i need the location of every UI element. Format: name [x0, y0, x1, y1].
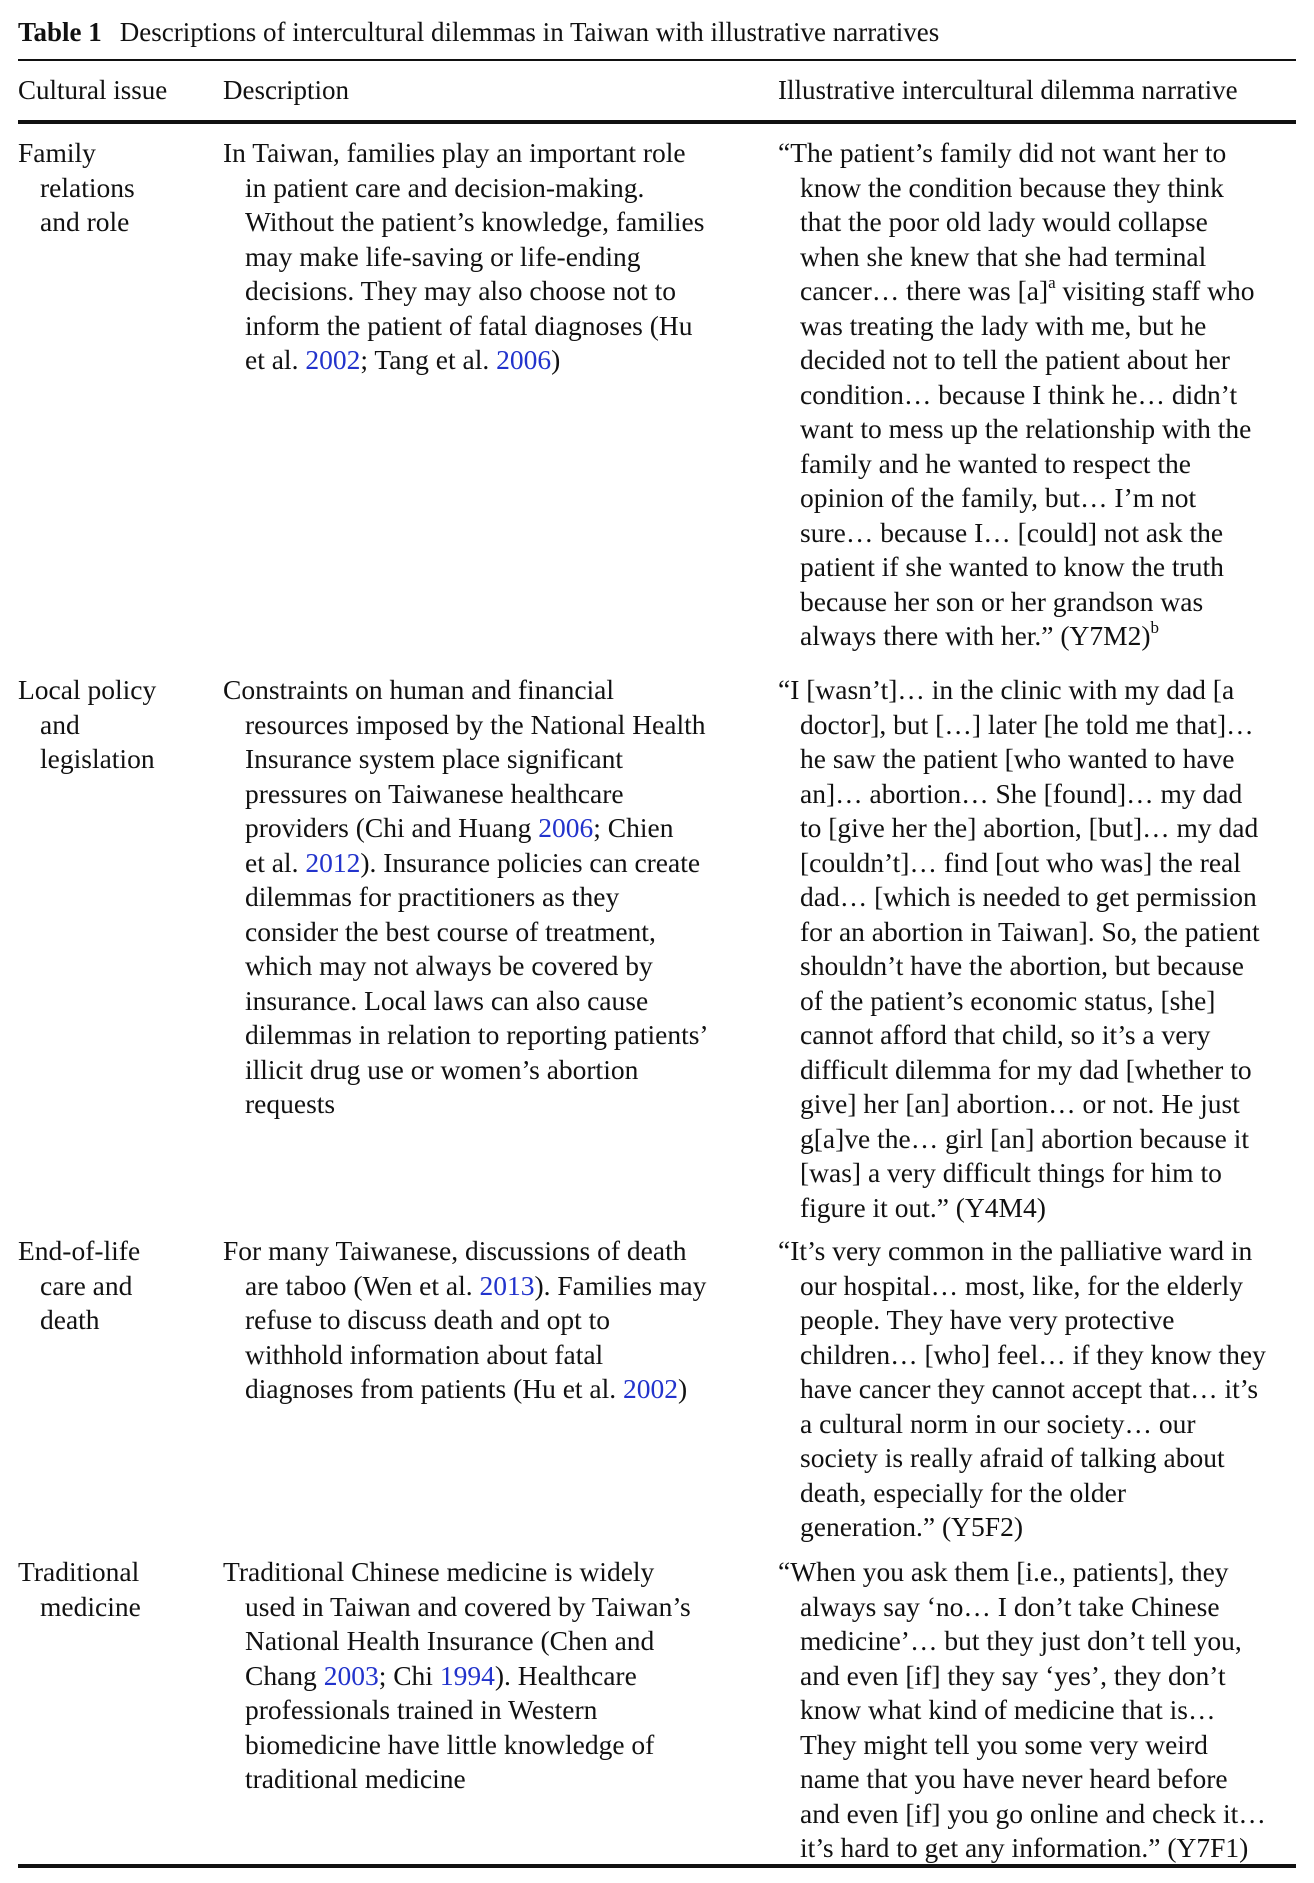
citation-year-link[interactable]: 2006 — [496, 344, 552, 375]
citation-year-link[interactable]: 2006 — [538, 812, 594, 843]
citation-year-link[interactable]: 2003 — [323, 1659, 379, 1691]
description-line: traditional medicine — [245, 1763, 466, 1794]
issue-cell — [18, 136, 135, 240]
narrative-line: because her son or her grandson was — [800, 585, 1204, 617]
description-line: For many Taiwanese, discussions of death — [223, 1235, 687, 1266]
description-line: in patient care and decision-making. — [245, 171, 645, 203]
text-segment: ; Tang et al. — [360, 344, 497, 375]
text-segment: ) — [678, 1373, 688, 1404]
description-line: may make life-saving or life-ending — [245, 240, 641, 272]
narrative-line: difficult dilemma for my dad [whether to — [800, 1053, 1252, 1085]
issue-line: death — [40, 1304, 100, 1335]
narrative-line: sure… because I… [could] not ask the — [800, 516, 1224, 548]
citation-year-link[interactable]: 2002 — [623, 1373, 679, 1404]
narrative-line: patient if she wanted to know the truth — [800, 551, 1224, 582]
text-segment: ). Families may — [534, 1269, 707, 1301]
description-line: refuse to discuss death and opt to — [245, 1304, 611, 1335]
narrative-line: [was] a very difficult things for him to — [800, 1157, 1222, 1188]
description-line: dilemmas for practitioners as they — [245, 881, 620, 912]
narrative-line: “I [wasn’t]… in the clinic with my dad [a — [778, 674, 1235, 705]
citation-year-link[interactable]: 2002 — [305, 344, 361, 375]
text-segment: ). Insurance policies can create — [360, 846, 701, 878]
issue-line: End-of-life — [18, 1235, 141, 1266]
issue-line: relations — [40, 171, 135, 203]
top-rule — [18, 59, 1296, 61]
header-description: Description — [223, 75, 349, 105]
text-segment: ). Healthcare — [494, 1659, 637, 1691]
description-line: Without the patient’s knowledge, families — [245, 206, 705, 237]
narrative-line: dad… [which is needed to get permission — [800, 881, 1257, 912]
description-line: used in Taiwan and covered by Taiwan’s — [245, 1590, 691, 1622]
narrative-line: “When you ask them [i.e., patients], they — [778, 1556, 1229, 1587]
issue-cell — [18, 673, 156, 777]
narrative-line — [778, 274, 1255, 309]
narrative-line: name that you have never heard before — [800, 1763, 1228, 1794]
description-line: dilemmas in relation to reporting patients’ — [245, 1019, 709, 1050]
narrative-cell — [778, 1555, 1266, 1866]
description-line — [223, 1269, 706, 1304]
text-segment: providers (Chi and Huang — [245, 812, 539, 843]
narrative-line: society is really afraid of talking about — [800, 1442, 1225, 1473]
narrative-line: They might tell you some very weird — [800, 1728, 1208, 1760]
bottom-rule — [18, 1864, 1296, 1868]
issue-line: and — [40, 708, 80, 740]
narrative-line: condition… because I think he… didn’t — [800, 378, 1238, 410]
description-line: insurance. Local laws can also cause — [245, 984, 649, 1016]
description-line: inform the patient of fatal diagnoses (Hu — [245, 309, 693, 341]
text-segment: always there with her.” (Y7M2) — [800, 620, 1151, 651]
narrative-line: opinion of the family, but… I’m not — [800, 482, 1197, 513]
footnote-marker: b — [1150, 617, 1160, 637]
description-line — [223, 1372, 706, 1407]
issue-line: and role — [40, 206, 130, 237]
narrative-line: always say ‘no… I don’t take Chinese — [800, 1590, 1220, 1622]
narrative-line: for an abortion in Taiwan]. So, the patient — [800, 915, 1260, 947]
narrative-line: people. They have very protective — [800, 1304, 1175, 1335]
narrative-line: children… [who] feel… if they know they — [800, 1338, 1266, 1370]
description-line — [223, 343, 704, 378]
narrative-line: know the condition because they think — [800, 171, 1224, 203]
narrative-line: “It’s very common in the palliative ward in — [778, 1235, 1253, 1266]
description-cell — [223, 673, 709, 1122]
issue-cell — [18, 1555, 141, 1624]
narrative-line: to [give her the] abortion, [but]… my dad — [800, 812, 1259, 843]
issue-cell — [18, 1234, 140, 1338]
narrative-line: death, especially for the older — [800, 1476, 1127, 1508]
narrative-line: give] her [an] abortion… or not. He just — [800, 1088, 1240, 1119]
table-caption — [18, 14, 939, 50]
narrative-line: a cultural norm in our society… our — [800, 1407, 1196, 1439]
citation-year-link[interactable]: 1994 — [439, 1659, 495, 1691]
narrative-line: decided not to tell the patient about her — [800, 344, 1230, 375]
issue-line: care and — [40, 1269, 133, 1301]
narrative-line: know what kind of medicine that is… — [800, 1694, 1216, 1725]
description-line: which may not always be covered by — [245, 950, 653, 981]
issue-line: Traditional — [18, 1556, 140, 1587]
narrative-line: when she knew that she had terminal — [800, 240, 1207, 272]
text-segment: diagnoses from patients (Hu et al. — [245, 1373, 624, 1404]
description-cell — [223, 1555, 691, 1797]
description-line: decisions. They may also choose not to — [245, 275, 677, 306]
narrative-line: it’s hard to get any information.” (Y7F1) — [800, 1832, 1249, 1863]
description-line: requests — [245, 1088, 336, 1119]
description-line: In Taiwan, families play an important role — [223, 137, 686, 168]
description-line: Traditional Chinese medicine is widely — [223, 1556, 655, 1587]
text-segment: et al. — [245, 846, 306, 878]
description-line: professionals trained in Western — [245, 1694, 598, 1725]
text-segment: are taboo (Wen et al. — [245, 1269, 480, 1301]
narrative-line: an]… abortion… She [found]… my dad — [800, 777, 1243, 809]
issue-line: medicine — [40, 1590, 141, 1622]
footnote-marker: a — [1048, 272, 1056, 292]
description-cell — [223, 136, 704, 378]
text-segment: ; Chi — [378, 1659, 440, 1691]
narrative-line: [couldn’t]… find [out who was] the real — [800, 846, 1241, 878]
header-narrative: Illustrative intercultural dilemma narrative — [778, 75, 1238, 105]
table-caption-text: Descriptions of intercultural dilemmas in Taiwan with illustrative narratives — [119, 17, 940, 47]
narrative-line: of the patient’s economic status, [she] — [800, 984, 1216, 1016]
narrative-cell — [778, 673, 1260, 1225]
narrative-line: family and he wanted to respect the — [800, 447, 1191, 479]
narrative-line: and even [if] you go online and check it… — [800, 1797, 1266, 1829]
description-cell — [223, 1234, 706, 1407]
table-label: Table 1 — [18, 17, 102, 47]
narrative-cell — [778, 1234, 1266, 1545]
description-line: Insurance system place significant — [245, 743, 623, 774]
narrative-line: that the poor old lady would collapse — [800, 206, 1208, 237]
narrative-line: “The patient’s family did not want her to — [778, 137, 1227, 168]
narrative-line: was treating the lady with me, but he — [800, 309, 1207, 341]
text-segment: ; Chien — [593, 812, 674, 843]
description-line: National Health Insurance (Chen and — [245, 1625, 655, 1656]
issue-line: legislation — [40, 743, 155, 774]
text-segment: et al. — [245, 344, 306, 375]
narrative-line: medicine’… but they just don’t tell you, — [800, 1625, 1242, 1656]
narrative-line: he saw the patient [who wanted to have — [800, 743, 1235, 774]
narrative-line: shouldn’t have the abortion, but because — [800, 950, 1244, 981]
text-segment: ) — [551, 344, 561, 375]
description-line: illicit drug use or women’s abortion — [245, 1053, 639, 1085]
description-line: pressures on Taiwanese healthcare — [245, 777, 624, 809]
issue-line: Local policy — [18, 674, 157, 705]
description-line: biomedicine have little knowledge of — [245, 1728, 655, 1760]
header-rule — [18, 120, 1296, 124]
narrative-line — [778, 619, 1255, 654]
citation-year-link[interactable]: 2013 — [479, 1269, 535, 1301]
text-segment: cancer… there was [a] — [800, 275, 1049, 306]
header-cultural-issue: Cultural issue — [18, 75, 168, 105]
citation-year-link[interactable]: 2012 — [305, 846, 361, 878]
description-line — [223, 1659, 691, 1694]
narrative-line: and even [if] they say ‘yes’, they don’t — [800, 1659, 1226, 1691]
text-segment: visiting staff who — [1055, 275, 1255, 306]
narrative-line: want to mess up the relationship with the — [800, 413, 1252, 444]
narrative-line: generation.” (Y5F2) — [800, 1511, 1023, 1542]
description-line: withhold information about fatal — [245, 1338, 604, 1370]
text-segment: Chang — [245, 1659, 324, 1691]
narrative-line: have cancer they cannot accept that… it’s — [800, 1373, 1259, 1404]
description-line: resources imposed by the National Health — [245, 708, 706, 740]
narrative-line: figure it out.” (Y4M4) — [800, 1191, 1046, 1223]
description-line — [223, 811, 709, 846]
description-line: Constraints on human and financial — [223, 674, 615, 705]
description-line: consider the best course of treatment, — [245, 915, 656, 947]
issue-line: Family — [18, 137, 96, 168]
description-line — [223, 846, 709, 881]
narrative-line: g[a]ve the… girl [an] abortion because it — [800, 1122, 1249, 1154]
narrative-line: cannot afford that child, so it’s a very — [800, 1019, 1211, 1050]
narrative-line: doctor], but […] later [he told me that]… — [800, 708, 1254, 740]
narrative-line: our hospital… most, like, for the elderly — [800, 1269, 1243, 1301]
narrative-cell — [778, 136, 1255, 654]
